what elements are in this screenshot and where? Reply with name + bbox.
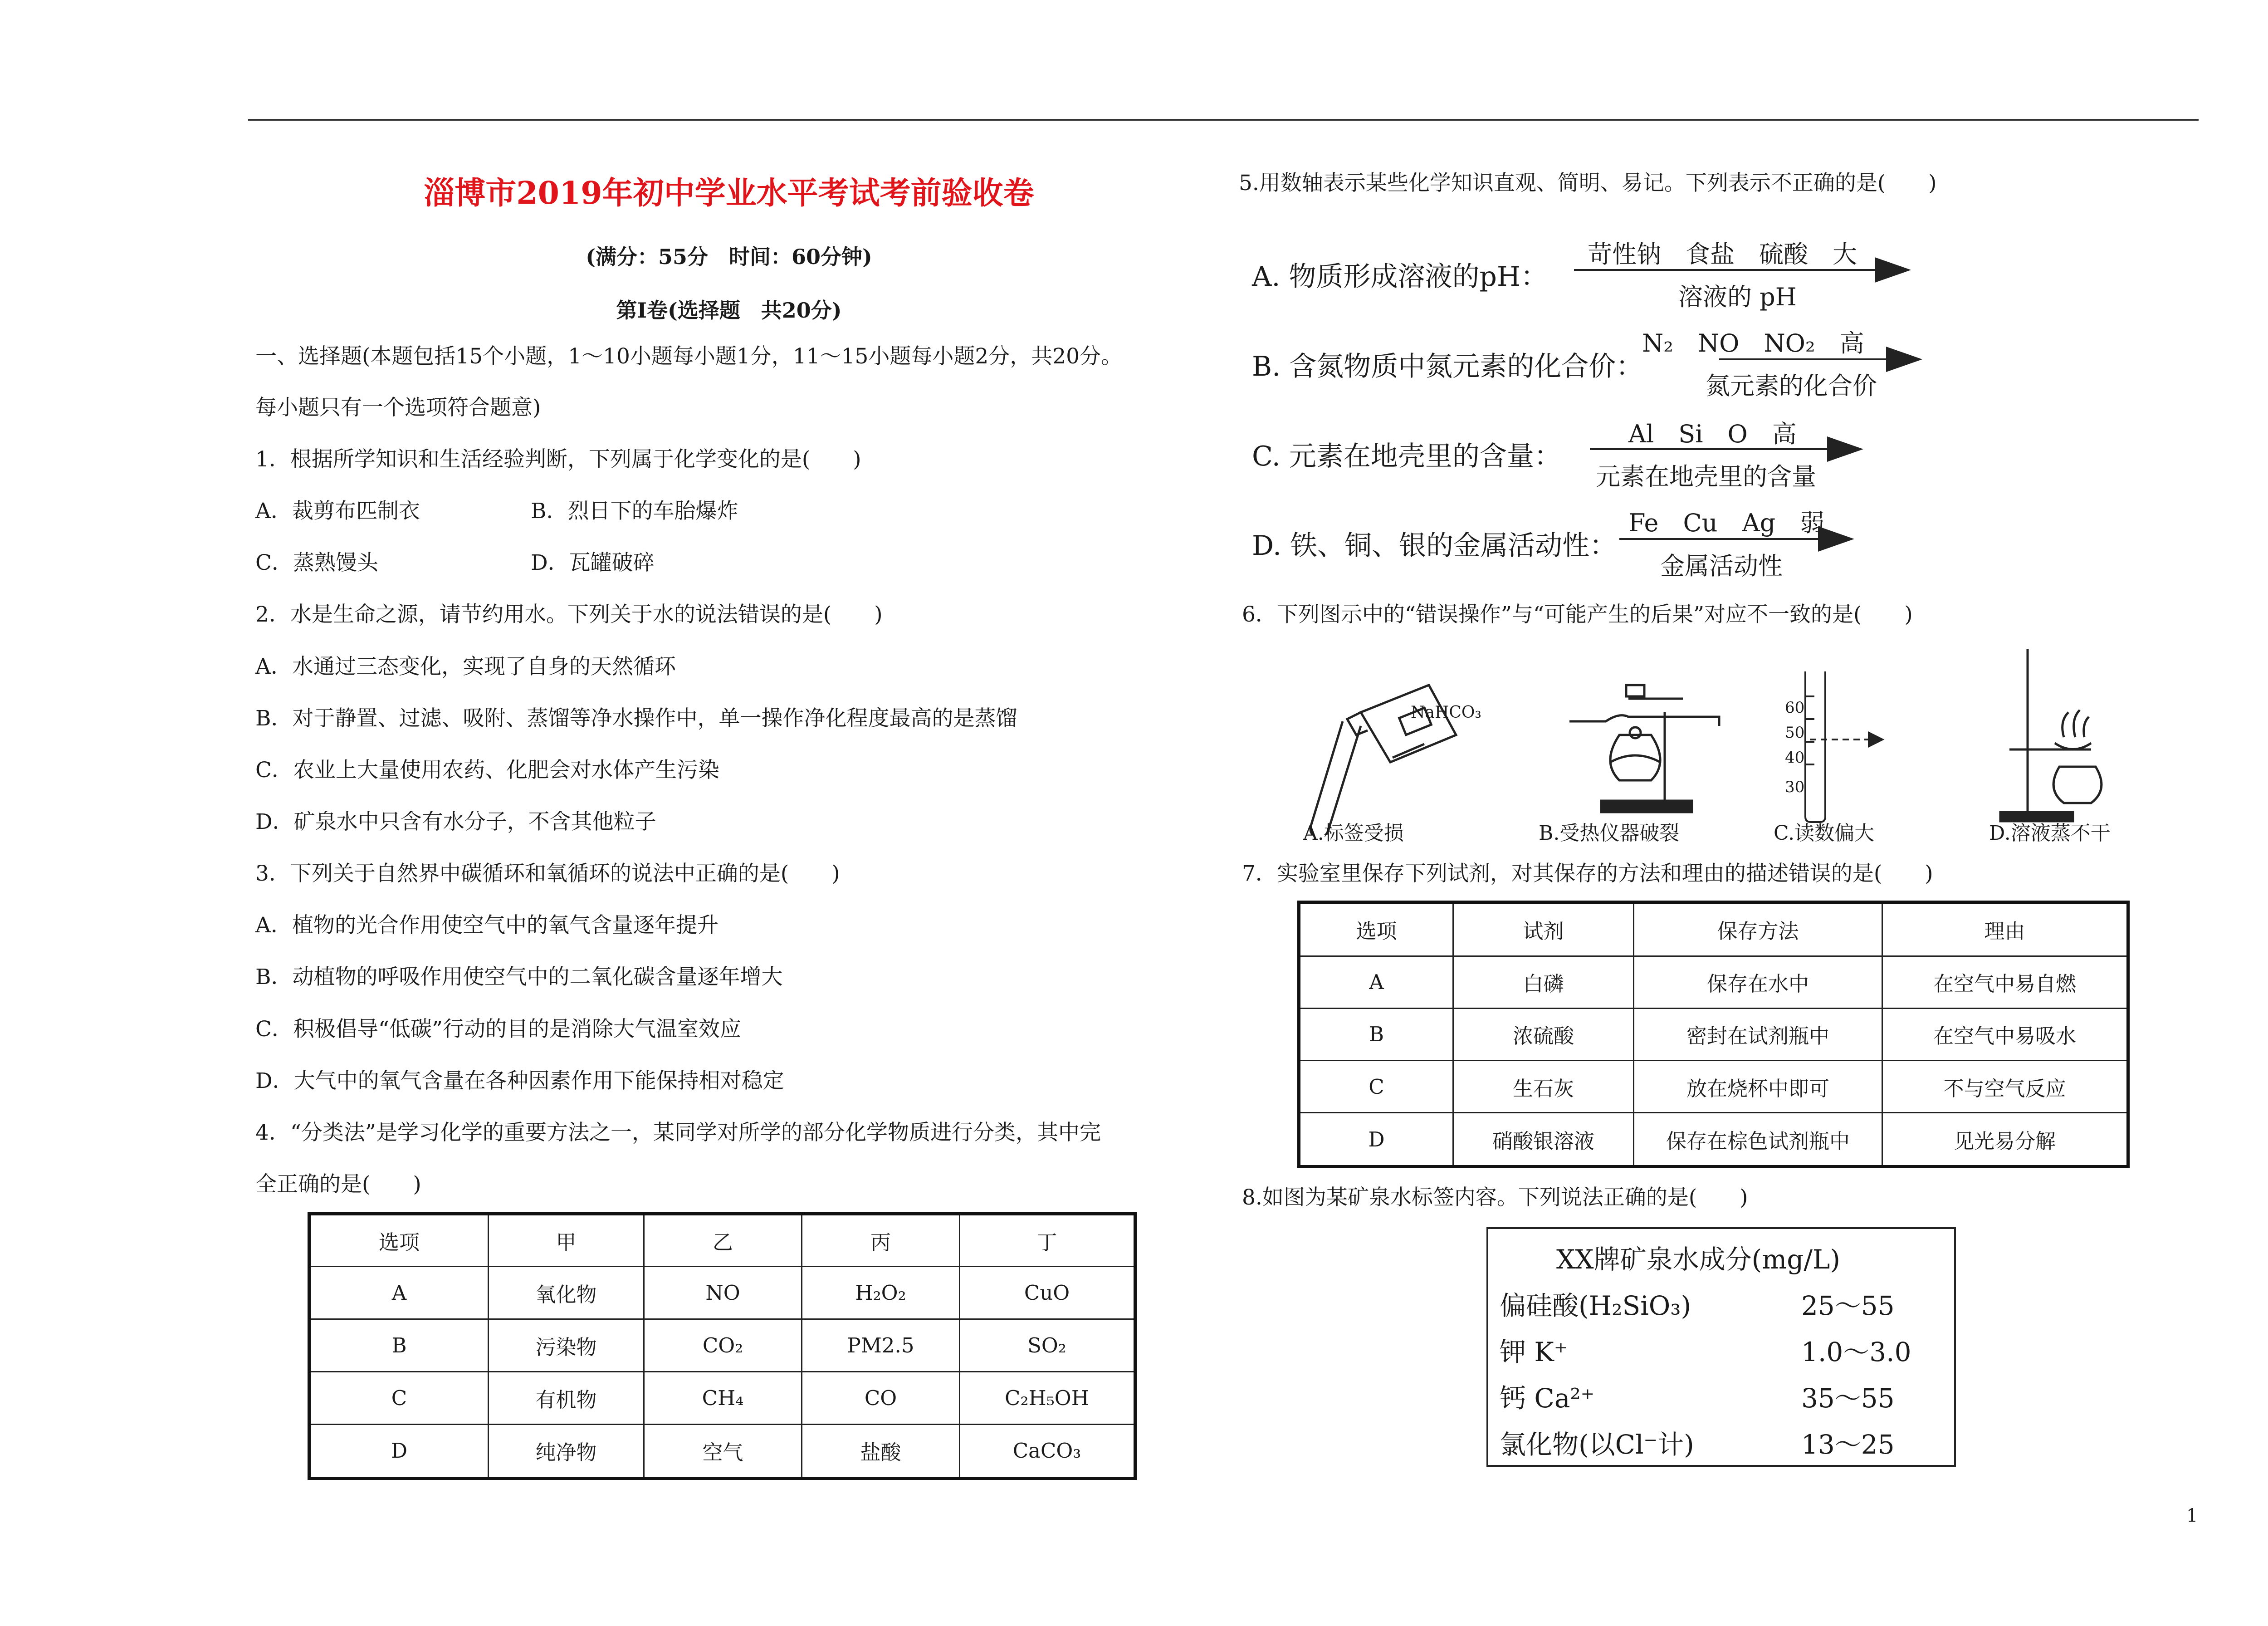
q4-cell: SO₂ [960, 1319, 1135, 1371]
q1-option-c: C．蒸熟馒头 [255, 550, 378, 575]
table-row [1299, 1008, 2128, 1060]
q4-cell: CH₄ [644, 1371, 802, 1424]
q1-option-a: A．裁剪布匹制衣 [255, 499, 420, 524]
q3-option-d: D．大气中的氧气含量在各种因素作用下能保持相对稳定 [255, 1068, 784, 1093]
q1-option-d: D．瓦罐破碎 [531, 550, 655, 575]
q5-option-a-top: 苛性钠 食盐 硫酸 大 [1588, 240, 1857, 269]
q2-stem: 2．水是生命之源，请节约用水。下列关于水的说法错误的是( ) [255, 602, 883, 627]
header-rule [248, 119, 2199, 121]
q5-option-a-bottom: 溶液的 pH [1678, 283, 1797, 311]
q4-cell: PM2.5 [802, 1319, 960, 1371]
q3-stem: 3．下列关于自然界中碳循环和氧循环的说法中正确的是( ) [255, 861, 840, 886]
q4-cell: A [309, 1267, 489, 1319]
q6-scale-50: 50 [1785, 724, 1805, 742]
mineral-item-value: 13～25 [1801, 1429, 1895, 1460]
q4-table [308, 1212, 1137, 1480]
q7-cell: B [1299, 1008, 1453, 1060]
q7-cell: 生石灰 [1453, 1061, 1634, 1113]
part-heading: 第Ⅰ卷(选择题 共20分) [616, 298, 842, 323]
q4-cell: C₂H₅OH [960, 1371, 1135, 1424]
q3-option-c: C．积极倡导“低碳”行动的目的是消除大气温室效应 [255, 1017, 742, 1042]
mineral-label-title: XX牌矿泉水成分(mg/L) [1556, 1244, 1841, 1275]
q4-cell: CuO [960, 1267, 1135, 1319]
q4-header-cell: 选项 [309, 1214, 489, 1267]
q5-option-c-bottom: 元素在地壳里的含量 [1596, 462, 1816, 491]
q7-cell: A [1299, 956, 1453, 1008]
q4-header-cell: 丁 [960, 1214, 1135, 1267]
q8-stem: 8.如图为某矿泉水标签内容。下列说法正确的是( ) [1242, 1185, 1748, 1210]
mineral-water-label [1486, 1227, 1956, 1467]
q7-header-cell: 理由 [1882, 902, 2128, 956]
q4-cell: NO [644, 1267, 802, 1319]
q4-cell: 氧化物 [489, 1267, 644, 1319]
mineral-item-value: 1.0～3.0 [1801, 1337, 1911, 1367]
q4-header-cell: 丙 [802, 1214, 960, 1267]
figure-c-cylinder-illustration [1805, 671, 1882, 822]
q7-table [1297, 901, 2130, 1168]
q7-stem: 7．实验室里保存下列试剂，对其保存的方法和理由的描述错误的是( ) [1242, 861, 1933, 886]
mineral-item-value: 35～55 [1801, 1383, 1895, 1414]
q5-option-b-bottom: 氮元素的化合价 [1706, 372, 1877, 400]
q5-option-d-bottom: 金属活动性 [1660, 552, 1783, 580]
q4-header-cell: 乙 [644, 1214, 802, 1267]
q2-option-c: C．农业上大量使用农药、化肥会对水体产生污染 [255, 758, 719, 783]
q7-header-cell: 试剂 [1453, 902, 1634, 956]
q4-stem-line-2: 全正确的是( ) [255, 1172, 421, 1197]
q4-cell: CO [802, 1371, 960, 1424]
q2-option-b: B．对于静置、过滤、吸附、蒸馏等净水操作中，单一操作净化程度最高的是蒸馏 [255, 706, 1017, 731]
q7-cell: D [1299, 1113, 1453, 1167]
q5-option-c-label: C. 元素在地壳里的含量： [1252, 441, 1561, 472]
q1-option-b: B．烈日下的车胎爆炸 [531, 499, 738, 524]
q6-figures [1293, 644, 2155, 835]
q6-caption-a: A.标签受损 [1303, 822, 1404, 845]
table-row [1299, 956, 2128, 1008]
q6-caption-b: B.受热仪器破裂 [1539, 822, 1680, 845]
mineral-item-name: 钾 K⁺ [1500, 1337, 1568, 1367]
mineral-item-name: 钙 Ca²⁺ [1500, 1383, 1595, 1414]
q6-scale-30: 30 [1785, 778, 1805, 796]
q4-cell: H₂O₂ [802, 1267, 960, 1319]
figure-d-evaporation-illustration [2000, 649, 2102, 821]
q6-scale-60: 60 [1785, 699, 1805, 717]
figure-b-heating-illustration [1569, 685, 1719, 812]
q6-scale-40: 40 [1785, 749, 1805, 767]
q1-stem: 1．根据所学知识和生活经验判断，下列属于化学变化的是( ) [255, 447, 861, 472]
q4-cell: 纯净物 [489, 1424, 644, 1478]
q4-cell: CO₂ [644, 1319, 802, 1371]
table-row [309, 1371, 1135, 1424]
q7-cell: 在空气中易吸水 [1882, 1008, 2128, 1060]
table-row [1299, 1061, 2128, 1113]
q6-reagent-label: NaHCO₃ [1411, 703, 1481, 722]
q7-cell: 密封在试剂瓶中 [1634, 1008, 1882, 1060]
q6-caption-c: C.读数偏大 [1774, 822, 1875, 845]
q5-option-b-label: B. 含氮物质中氮元素的化合价： [1252, 351, 1643, 382]
q4-stem-line-1: 4．“分类法”是学习化学的重要方法之一，某同学对所学的部分化学物质进行分类，其中完 [255, 1120, 1101, 1145]
q7-cell: 保存在棕色试剂瓶中 [1634, 1113, 1882, 1167]
q4-cell: 有机物 [489, 1371, 644, 1424]
mineral-item-name: 偏硅酸(H₂SiO₃) [1500, 1290, 1691, 1321]
q7-header-cell: 保存方法 [1634, 902, 1882, 956]
exam-meta: (满分：55分 时间：60分钟) [586, 245, 872, 269]
page-number: 1 [2186, 1505, 2198, 1526]
q5-number-line-arrows [1225, 227, 1950, 581]
mineral-item-value: 25～55 [1801, 1290, 1895, 1321]
q7-cell: 浓硫酸 [1453, 1008, 1634, 1060]
q5-option-a-label: A. 物质形成溶液的pH： [1252, 261, 1548, 293]
q7-cell: 不与空气反应 [1882, 1061, 2128, 1113]
q3-option-a: A．植物的光合作用使空气中的氧气含量逐年提升 [255, 913, 719, 938]
mineral-item-name: 氯化物(以Cl⁻计) [1500, 1429, 1694, 1460]
q6-caption-d: D.溶液蒸不干 [1989, 822, 2111, 845]
q7-cell: C [1299, 1061, 1453, 1113]
q4-cell: CaCO₃ [960, 1424, 1135, 1478]
q4-cell: C [309, 1371, 489, 1424]
q5-option-b-top: N₂ NO NO₂ 高 [1642, 329, 1864, 358]
table-row [309, 1267, 1135, 1319]
q7-cell: 白磷 [1453, 956, 1634, 1008]
instructions-line-2: 每小题只有一个选项符合题意) [255, 395, 541, 420]
instructions-line-1: 一、选择题(本题包括15个小题，1～10小题每小题1分，11～15小题每小题2分，共20分。 [255, 344, 1123, 369]
q5-option-d-top: Fe Cu Ag 弱 [1628, 509, 1825, 537]
q6-stem: 6．下列图示中的“错误操作”与“可能产生的后果”对应不一致的是( ) [1242, 602, 1913, 627]
q3-option-b: B．动植物的呼吸作用使空气中的二氧化碳含量逐年增大 [255, 965, 783, 989]
q4-cell: D [309, 1424, 489, 1478]
q4-cell: 污染物 [489, 1319, 644, 1371]
q5-stem: 5.用数轴表示某些化学知识直观、简明、易记。下列表示不正确的是( ) [1239, 171, 1937, 196]
q4-cell: B [309, 1319, 489, 1371]
q5-option-d-label: D. 铁、铜、银的金属活动性： [1252, 530, 1617, 562]
q7-cell: 在空气中易自燃 [1882, 956, 2128, 1008]
q4-cell: 盐酸 [802, 1424, 960, 1478]
q4-cell: 空气 [644, 1424, 802, 1478]
q5-option-c-top: Al Si O 高 [1628, 420, 1797, 448]
q7-header-cell: 选项 [1299, 902, 1453, 956]
q7-cell: 见光易分解 [1882, 1113, 2128, 1167]
table-row [1299, 1113, 2128, 1167]
q4-header-cell: 甲 [489, 1214, 644, 1267]
table-row [309, 1319, 1135, 1371]
q7-cell: 保存在水中 [1634, 956, 1882, 1008]
q2-option-a: A．水通过三态变化，实现了自身的天然循环 [255, 654, 676, 679]
table-row [309, 1424, 1135, 1478]
q2-option-d: D．矿泉水中只含有水分子，不含其他粒子 [255, 809, 656, 834]
exam-title: 淄博市2019年初中学业水平考试考前验收卷 [424, 175, 1034, 211]
q7-cell: 硝酸银溶液 [1453, 1113, 1634, 1167]
q7-cell: 放在烧杯中即可 [1634, 1061, 1882, 1113]
